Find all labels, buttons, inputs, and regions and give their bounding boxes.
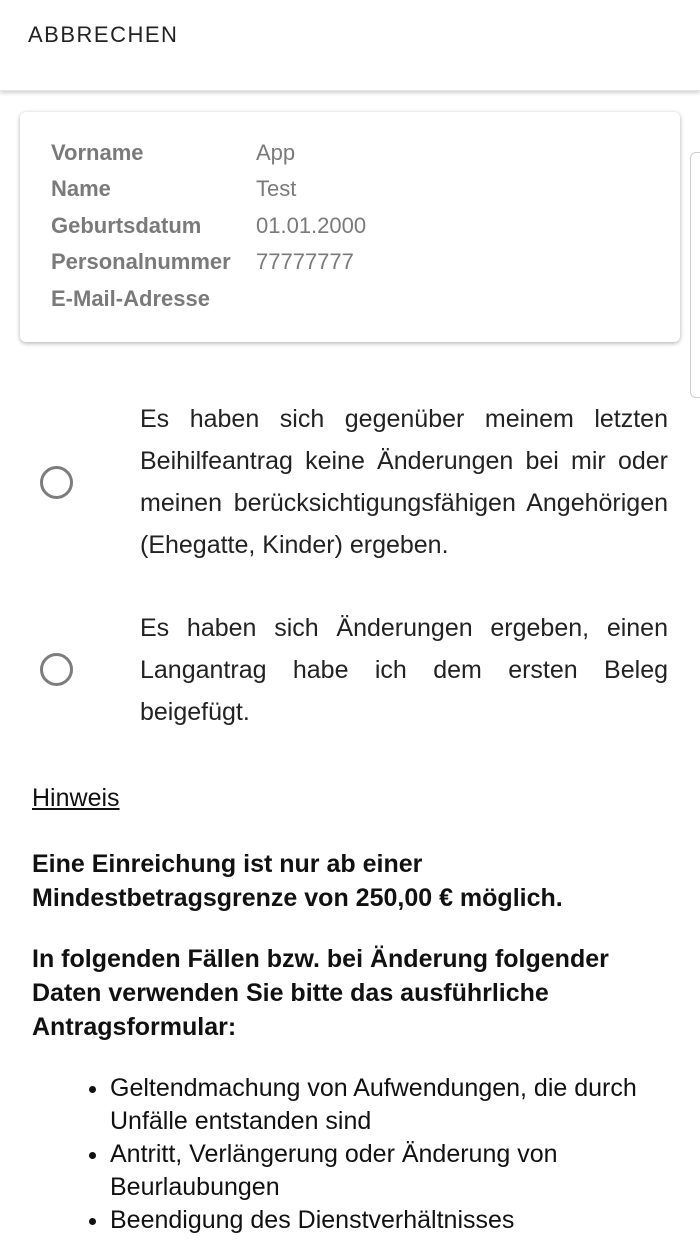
option-changes-label[interactable]: Es haben sich Änderungen ergeben, einen Langantrag habe ich dem ersten Beleg beigefügt. bbox=[140, 614, 668, 726]
radio-no-changes[interactable] bbox=[40, 466, 73, 499]
list-item: • Geltendmachung von Aufwendungen, die durch Unfälle entstanden sind bbox=[110, 1072, 652, 1138]
info-label: Geburtsdatum bbox=[51, 213, 202, 238]
info-label: Name bbox=[51, 176, 111, 201]
info-label: Personalnummer bbox=[51, 249, 231, 274]
hint-paragraph-cases: In folgenden Fällen bzw. bei Änderung folgender Daten verwenden Sie bitte das ausführliche Antragsformular: bbox=[32, 945, 609, 1041]
hint-title: Hinweis bbox=[32, 784, 120, 812]
info-value: App bbox=[256, 140, 296, 165]
person-info-card bbox=[20, 112, 680, 342]
hint-bullet-list bbox=[32, 1072, 652, 1237]
hint-paragraph-minimum: Eine Einreichung ist nur ab einer Mindestbetragsgrenze von 250,00 € möglich. bbox=[32, 850, 563, 912]
info-label: E-Mail-Adresse bbox=[51, 286, 210, 311]
radio-changes[interactable] bbox=[40, 653, 73, 686]
list-item: • Antritt, Verlängerung oder Änderung von Beurlaubungen bbox=[110, 1138, 652, 1204]
adjacent-card-edge bbox=[690, 152, 700, 398]
info-value: 77777777 bbox=[256, 249, 354, 274]
list-item: • Beendigung des Dienstverhältnisses bbox=[110, 1204, 652, 1237]
cancel-button[interactable]: ABBRECHEN bbox=[28, 22, 179, 47]
top-app-bar bbox=[0, 0, 700, 91]
info-value: Test bbox=[256, 176, 297, 201]
info-value: 01.01.2000 bbox=[256, 213, 367, 238]
option-no-changes-label[interactable]: Es haben sich gegenüber meinem letzten Beihilfeantrag keine Änderungen bei mir oder meinen berücksichtigungsfähigen Angehörigen (Ehegatte, Kinder) ergeben. bbox=[140, 405, 668, 559]
info-label: Vorname bbox=[51, 140, 144, 165]
